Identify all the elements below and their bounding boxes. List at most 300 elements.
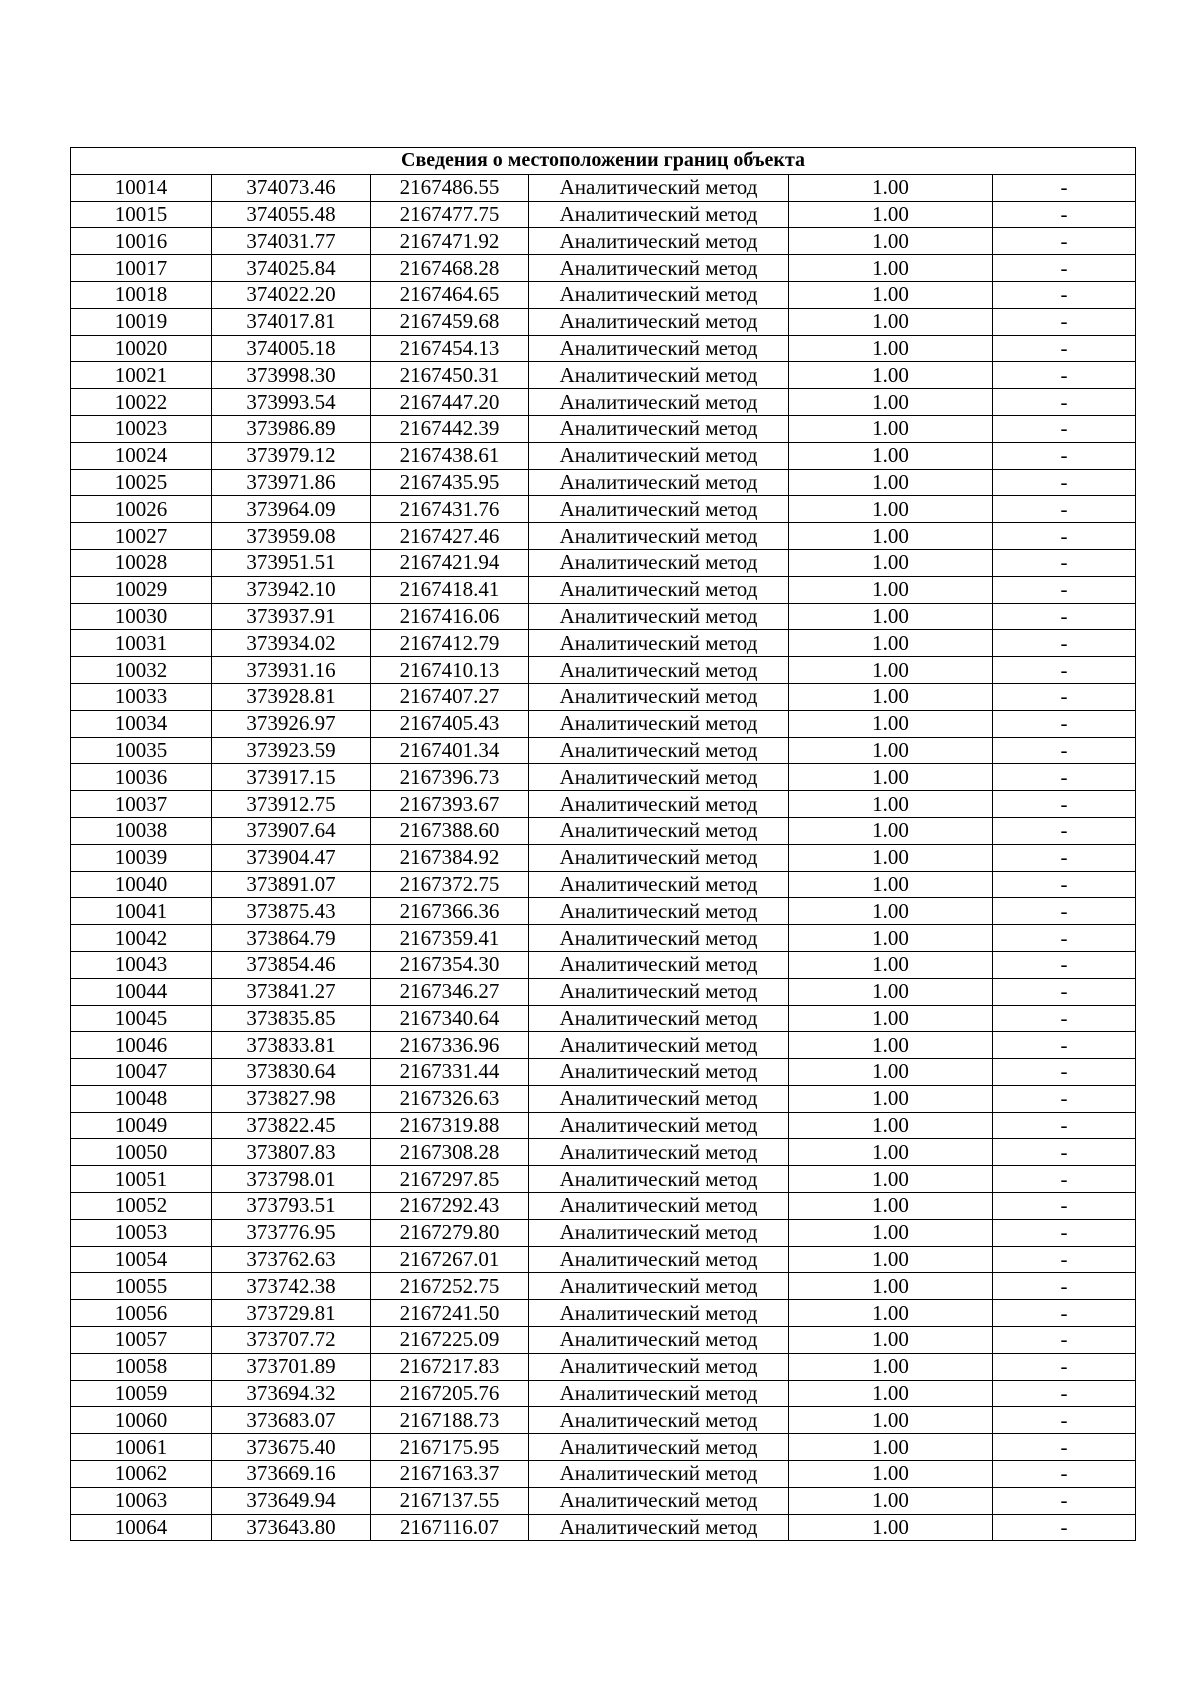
point-number-cell: 10058: [71, 1353, 212, 1380]
description-cell: -: [993, 1327, 1136, 1354]
point-number-cell: 10047: [71, 1059, 212, 1086]
table-row: [71, 1085, 1136, 1112]
table-row: [71, 1461, 1136, 1488]
point-number-cell: 10015: [71, 201, 212, 228]
point-number-cell: 10044: [71, 978, 212, 1005]
accuracy-cell: 1.00: [789, 469, 993, 496]
description-cell: -: [993, 281, 1136, 308]
y-coordinate-cell: 2167486.55: [371, 174, 529, 201]
table-row: [71, 871, 1136, 898]
point-number-cell: 10034: [71, 710, 212, 737]
description-cell: -: [993, 1139, 1136, 1166]
point-number-cell: 10062: [71, 1461, 212, 1488]
x-coordinate-cell: 373971.86: [212, 469, 371, 496]
description-cell: -: [993, 1059, 1136, 1086]
accuracy-cell: 1.00: [789, 925, 993, 952]
y-coordinate-cell: 2167459.68: [371, 308, 529, 335]
method-cell: Аналитический метод: [529, 1193, 789, 1220]
description-cell: -: [993, 442, 1136, 469]
x-coordinate-cell: 373793.51: [212, 1193, 371, 1220]
accuracy-cell: 1.00: [789, 1327, 993, 1354]
accuracy-cell: 1.00: [789, 710, 993, 737]
accuracy-cell: 1.00: [789, 335, 993, 362]
y-coordinate-cell: 2167435.95: [371, 469, 529, 496]
y-coordinate-cell: 2167427.46: [371, 523, 529, 550]
table-row: [71, 201, 1136, 228]
method-cell: Аналитический метод: [529, 389, 789, 416]
description-cell: -: [993, 1487, 1136, 1514]
table-row: [71, 389, 1136, 416]
y-coordinate-cell: 2167292.43: [371, 1193, 529, 1220]
accuracy-cell: 1.00: [789, 201, 993, 228]
table-row: [71, 1353, 1136, 1380]
method-cell: Аналитический метод: [529, 898, 789, 925]
point-number-cell: 10016: [71, 228, 212, 255]
method-cell: Аналитический метод: [529, 576, 789, 603]
method-cell: Аналитический метод: [529, 1407, 789, 1434]
table-row: [71, 1487, 1136, 1514]
y-coordinate-cell: 2167471.92: [371, 228, 529, 255]
x-coordinate-cell: 373928.81: [212, 683, 371, 710]
description-cell: -: [993, 657, 1136, 684]
x-coordinate-cell: 373798.01: [212, 1166, 371, 1193]
table-row: [71, 335, 1136, 362]
y-coordinate-cell: 2167388.60: [371, 817, 529, 844]
accuracy-cell: 1.00: [789, 228, 993, 255]
accuracy-cell: 1.00: [789, 415, 993, 442]
method-cell: Аналитический метод: [529, 442, 789, 469]
description-cell: -: [993, 925, 1136, 952]
table-row: [71, 523, 1136, 550]
point-number-cell: 10028: [71, 549, 212, 576]
description-cell: -: [993, 255, 1136, 282]
accuracy-cell: 1.00: [789, 630, 993, 657]
table-row: [71, 844, 1136, 871]
accuracy-cell: 1.00: [789, 523, 993, 550]
method-cell: Аналитический метод: [529, 174, 789, 201]
table-row: [71, 1246, 1136, 1273]
y-coordinate-cell: 2167241.50: [371, 1300, 529, 1327]
table-row: [71, 1059, 1136, 1086]
accuracy-cell: 1.00: [789, 791, 993, 818]
point-number-cell: 10056: [71, 1300, 212, 1327]
point-number-cell: 10027: [71, 523, 212, 550]
point-number-cell: 10063: [71, 1487, 212, 1514]
method-cell: Аналитический метод: [529, 255, 789, 282]
method-cell: Аналитический метод: [529, 1514, 789, 1541]
y-coordinate-cell: 2167407.27: [371, 683, 529, 710]
x-coordinate-cell: 373776.95: [212, 1219, 371, 1246]
table-row: [71, 817, 1136, 844]
accuracy-cell: 1.00: [789, 308, 993, 335]
point-number-cell: 10018: [71, 281, 212, 308]
point-number-cell: 10040: [71, 871, 212, 898]
table-row: [71, 925, 1136, 952]
x-coordinate-cell: 373934.02: [212, 630, 371, 657]
table-row: [71, 174, 1136, 201]
y-coordinate-cell: 2167205.76: [371, 1380, 529, 1407]
point-number-cell: 10052: [71, 1193, 212, 1220]
table-row: [71, 1193, 1136, 1220]
point-number-cell: 10025: [71, 469, 212, 496]
point-number-cell: 10046: [71, 1032, 212, 1059]
x-coordinate-cell: 374022.20: [212, 281, 371, 308]
x-coordinate-cell: 374073.46: [212, 174, 371, 201]
method-cell: Аналитический метод: [529, 1461, 789, 1488]
point-number-cell: 10054: [71, 1246, 212, 1273]
point-number-cell: 10036: [71, 764, 212, 791]
accuracy-cell: 1.00: [789, 1193, 993, 1220]
x-coordinate-cell: 373998.30: [212, 362, 371, 389]
point-number-cell: 10060: [71, 1407, 212, 1434]
point-number-cell: 10050: [71, 1139, 212, 1166]
method-cell: Аналитический метод: [529, 764, 789, 791]
x-coordinate-cell: 373729.81: [212, 1300, 371, 1327]
method-cell: Аналитический метод: [529, 469, 789, 496]
point-number-cell: 10048: [71, 1085, 212, 1112]
table-row: [71, 657, 1136, 684]
x-coordinate-cell: 373904.47: [212, 844, 371, 871]
method-cell: Аналитический метод: [529, 549, 789, 576]
y-coordinate-cell: 2167366.36: [371, 898, 529, 925]
y-coordinate-cell: 2167308.28: [371, 1139, 529, 1166]
description-cell: -: [993, 389, 1136, 416]
table-row: [71, 281, 1136, 308]
point-number-cell: 10021: [71, 362, 212, 389]
x-coordinate-cell: 373959.08: [212, 523, 371, 550]
y-coordinate-cell: 2167393.67: [371, 791, 529, 818]
accuracy-cell: 1.00: [789, 1461, 993, 1488]
point-number-cell: 10024: [71, 442, 212, 469]
point-number-cell: 10042: [71, 925, 212, 952]
accuracy-cell: 1.00: [789, 1300, 993, 1327]
table-row: [71, 764, 1136, 791]
x-coordinate-cell: 373931.16: [212, 657, 371, 684]
method-cell: Аналитический метод: [529, 1327, 789, 1354]
method-cell: Аналитический метод: [529, 1434, 789, 1461]
x-coordinate-cell: 373875.43: [212, 898, 371, 925]
method-cell: Аналитический метод: [529, 710, 789, 737]
x-coordinate-cell: 373835.85: [212, 1005, 371, 1032]
table-title-row: [71, 148, 1136, 175]
accuracy-cell: 1.00: [789, 1085, 993, 1112]
y-coordinate-cell: 2167225.09: [371, 1327, 529, 1354]
x-coordinate-cell: 373694.32: [212, 1380, 371, 1407]
table-row: [71, 228, 1136, 255]
description-cell: -: [993, 1005, 1136, 1032]
description-cell: -: [993, 871, 1136, 898]
y-coordinate-cell: 2167267.01: [371, 1246, 529, 1273]
table-row: [71, 1380, 1136, 1407]
point-number-cell: 10051: [71, 1166, 212, 1193]
boundary-coordinates-table: [70, 147, 1136, 1541]
method-cell: Аналитический метод: [529, 335, 789, 362]
method-cell: Аналитический метод: [529, 1139, 789, 1166]
accuracy-cell: 1.00: [789, 1353, 993, 1380]
table-row: [71, 442, 1136, 469]
x-coordinate-cell: 373833.81: [212, 1032, 371, 1059]
method-cell: Аналитический метод: [529, 415, 789, 442]
y-coordinate-cell: 2167442.39: [371, 415, 529, 442]
description-cell: -: [993, 1246, 1136, 1273]
y-coordinate-cell: 2167331.44: [371, 1059, 529, 1086]
y-coordinate-cell: 2167396.73: [371, 764, 529, 791]
description-cell: -: [993, 710, 1136, 737]
method-cell: Аналитический метод: [529, 1380, 789, 1407]
x-coordinate-cell: 373762.63: [212, 1246, 371, 1273]
point-number-cell: 10026: [71, 496, 212, 523]
point-number-cell: 10022: [71, 389, 212, 416]
description-cell: -: [993, 951, 1136, 978]
x-coordinate-cell: 373643.80: [212, 1514, 371, 1541]
description-cell: -: [993, 791, 1136, 818]
accuracy-cell: 1.00: [789, 389, 993, 416]
method-cell: Аналитический метод: [529, 1112, 789, 1139]
description-cell: -: [993, 1407, 1136, 1434]
x-coordinate-cell: 373822.45: [212, 1112, 371, 1139]
table-body: [71, 174, 1136, 1541]
y-coordinate-cell: 2167188.73: [371, 1407, 529, 1434]
description-cell: -: [993, 1514, 1136, 1541]
x-coordinate-cell: 373864.79: [212, 925, 371, 952]
table-title: Сведения о местоположении границ объекта: [71, 148, 1136, 175]
description-cell: -: [993, 603, 1136, 630]
x-coordinate-cell: 374031.77: [212, 228, 371, 255]
method-cell: Аналитический метод: [529, 657, 789, 684]
table-row: [71, 1166, 1136, 1193]
method-cell: Аналитический метод: [529, 1059, 789, 1086]
x-coordinate-cell: 373937.91: [212, 603, 371, 630]
accuracy-cell: 1.00: [789, 496, 993, 523]
point-number-cell: 10033: [71, 683, 212, 710]
y-coordinate-cell: 2167319.88: [371, 1112, 529, 1139]
method-cell: Аналитический метод: [529, 1085, 789, 1112]
method-cell: Аналитический метод: [529, 1166, 789, 1193]
accuracy-cell: 1.00: [789, 1005, 993, 1032]
description-cell: -: [993, 1193, 1136, 1220]
table-row: [71, 415, 1136, 442]
y-coordinate-cell: 2167412.79: [371, 630, 529, 657]
accuracy-cell: 1.00: [789, 978, 993, 1005]
x-coordinate-cell: 373923.59: [212, 737, 371, 764]
point-number-cell: 10035: [71, 737, 212, 764]
x-coordinate-cell: 373742.38: [212, 1273, 371, 1300]
description-cell: -: [993, 496, 1136, 523]
y-coordinate-cell: 2167279.80: [371, 1219, 529, 1246]
table-row: [71, 791, 1136, 818]
y-coordinate-cell: 2167401.34: [371, 737, 529, 764]
point-number-cell: 10023: [71, 415, 212, 442]
description-cell: -: [993, 228, 1136, 255]
accuracy-cell: 1.00: [789, 1407, 993, 1434]
y-coordinate-cell: 2167326.63: [371, 1085, 529, 1112]
table-row: [71, 1434, 1136, 1461]
table-row: [71, 1112, 1136, 1139]
description-cell: -: [993, 469, 1136, 496]
y-coordinate-cell: 2167454.13: [371, 335, 529, 362]
description-cell: -: [993, 1166, 1136, 1193]
x-coordinate-cell: 373964.09: [212, 496, 371, 523]
x-coordinate-cell: 373683.07: [212, 1407, 371, 1434]
description-cell: -: [993, 523, 1136, 550]
x-coordinate-cell: 373891.07: [212, 871, 371, 898]
y-coordinate-cell: 2167405.43: [371, 710, 529, 737]
x-coordinate-cell: 374055.48: [212, 201, 371, 228]
y-coordinate-cell: 2167416.06: [371, 603, 529, 630]
accuracy-cell: 1.00: [789, 281, 993, 308]
table-row: [71, 898, 1136, 925]
table-row: [71, 576, 1136, 603]
description-cell: -: [993, 1219, 1136, 1246]
table-row: [71, 496, 1136, 523]
accuracy-cell: 1.00: [789, 1059, 993, 1086]
accuracy-cell: 1.00: [789, 1487, 993, 1514]
accuracy-cell: 1.00: [789, 764, 993, 791]
y-coordinate-cell: 2167163.37: [371, 1461, 529, 1488]
method-cell: Аналитический метод: [529, 1032, 789, 1059]
table-row: [71, 308, 1136, 335]
description-cell: -: [993, 1032, 1136, 1059]
accuracy-cell: 1.00: [789, 844, 993, 871]
point-number-cell: 10039: [71, 844, 212, 871]
table-row: [71, 469, 1136, 496]
description-cell: -: [993, 201, 1136, 228]
accuracy-cell: 1.00: [789, 362, 993, 389]
description-cell: -: [993, 978, 1136, 1005]
y-coordinate-cell: 2167346.27: [371, 978, 529, 1005]
description-cell: -: [993, 308, 1136, 335]
accuracy-cell: 1.00: [789, 1380, 993, 1407]
point-number-cell: 10032: [71, 657, 212, 684]
point-number-cell: 10030: [71, 603, 212, 630]
point-number-cell: 10064: [71, 1514, 212, 1541]
y-coordinate-cell: 2167447.20: [371, 389, 529, 416]
method-cell: Аналитический метод: [529, 228, 789, 255]
table-row: [71, 549, 1136, 576]
point-number-cell: 10053: [71, 1219, 212, 1246]
accuracy-cell: 1.00: [789, 871, 993, 898]
description-cell: -: [993, 1380, 1136, 1407]
accuracy-cell: 1.00: [789, 549, 993, 576]
table-row: [71, 737, 1136, 764]
y-coordinate-cell: 2167421.94: [371, 549, 529, 576]
point-number-cell: 10031: [71, 630, 212, 657]
x-coordinate-cell: 373979.12: [212, 442, 371, 469]
method-cell: Аналитический метод: [529, 871, 789, 898]
point-number-cell: 10014: [71, 174, 212, 201]
table-row: [71, 1407, 1136, 1434]
accuracy-cell: 1.00: [789, 1514, 993, 1541]
y-coordinate-cell: 2167450.31: [371, 362, 529, 389]
accuracy-cell: 1.00: [789, 1166, 993, 1193]
method-cell: Аналитический метод: [529, 951, 789, 978]
x-coordinate-cell: 373912.75: [212, 791, 371, 818]
table-row: [71, 1273, 1136, 1300]
y-coordinate-cell: 2167359.41: [371, 925, 529, 952]
description-cell: -: [993, 549, 1136, 576]
x-coordinate-cell: 373907.64: [212, 817, 371, 844]
accuracy-cell: 1.00: [789, 603, 993, 630]
method-cell: Аналитический метод: [529, 281, 789, 308]
y-coordinate-cell: 2167372.75: [371, 871, 529, 898]
x-coordinate-cell: 373807.83: [212, 1139, 371, 1166]
point-number-cell: 10041: [71, 898, 212, 925]
point-number-cell: 10055: [71, 1273, 212, 1300]
y-coordinate-cell: 2167468.28: [371, 255, 529, 282]
accuracy-cell: 1.00: [789, 1219, 993, 1246]
y-coordinate-cell: 2167336.96: [371, 1032, 529, 1059]
x-coordinate-cell: 373854.46: [212, 951, 371, 978]
description-cell: -: [993, 683, 1136, 710]
y-coordinate-cell: 2167438.61: [371, 442, 529, 469]
method-cell: Аналитический метод: [529, 844, 789, 871]
method-cell: Аналитический метод: [529, 978, 789, 1005]
method-cell: Аналитический метод: [529, 201, 789, 228]
x-coordinate-cell: 373649.94: [212, 1487, 371, 1514]
description-cell: -: [993, 1461, 1136, 1488]
description-cell: -: [993, 1434, 1136, 1461]
point-number-cell: 10037: [71, 791, 212, 818]
y-coordinate-cell: 2167354.30: [371, 951, 529, 978]
method-cell: Аналитический метод: [529, 1005, 789, 1032]
table-row: [71, 710, 1136, 737]
y-coordinate-cell: 2167137.55: [371, 1487, 529, 1514]
x-coordinate-cell: 373942.10: [212, 576, 371, 603]
description-cell: -: [993, 737, 1136, 764]
x-coordinate-cell: 373986.89: [212, 415, 371, 442]
description-cell: -: [993, 764, 1136, 791]
description-cell: -: [993, 576, 1136, 603]
description-cell: -: [993, 362, 1136, 389]
x-coordinate-cell: 374017.81: [212, 308, 371, 335]
table-row: [71, 683, 1136, 710]
y-coordinate-cell: 2167217.83: [371, 1353, 529, 1380]
y-coordinate-cell: 2167477.75: [371, 201, 529, 228]
description-cell: -: [993, 1300, 1136, 1327]
description-cell: -: [993, 335, 1136, 362]
description-cell: -: [993, 898, 1136, 925]
y-coordinate-cell: 2167116.07: [371, 1514, 529, 1541]
accuracy-cell: 1.00: [789, 898, 993, 925]
method-cell: Аналитический метод: [529, 496, 789, 523]
x-coordinate-cell: 373675.40: [212, 1434, 371, 1461]
method-cell: Аналитический метод: [529, 1300, 789, 1327]
y-coordinate-cell: 2167252.75: [371, 1273, 529, 1300]
method-cell: Аналитический метод: [529, 817, 789, 844]
table-row: [71, 951, 1136, 978]
point-number-cell: 10057: [71, 1327, 212, 1354]
x-coordinate-cell: 373707.72: [212, 1327, 371, 1354]
description-cell: -: [993, 1112, 1136, 1139]
point-number-cell: 10061: [71, 1434, 212, 1461]
description-cell: -: [993, 174, 1136, 201]
description-cell: -: [993, 415, 1136, 442]
accuracy-cell: 1.00: [789, 174, 993, 201]
table-row: [71, 1032, 1136, 1059]
accuracy-cell: 1.00: [789, 1273, 993, 1300]
method-cell: Аналитический метод: [529, 523, 789, 550]
method-cell: Аналитический метод: [529, 308, 789, 335]
point-number-cell: 10049: [71, 1112, 212, 1139]
accuracy-cell: 1.00: [789, 1112, 993, 1139]
description-cell: -: [993, 1353, 1136, 1380]
y-coordinate-cell: 2167384.92: [371, 844, 529, 871]
accuracy-cell: 1.00: [789, 1434, 993, 1461]
method-cell: Аналитический метод: [529, 1487, 789, 1514]
y-coordinate-cell: 2167464.65: [371, 281, 529, 308]
point-number-cell: 10043: [71, 951, 212, 978]
method-cell: Аналитический метод: [529, 362, 789, 389]
